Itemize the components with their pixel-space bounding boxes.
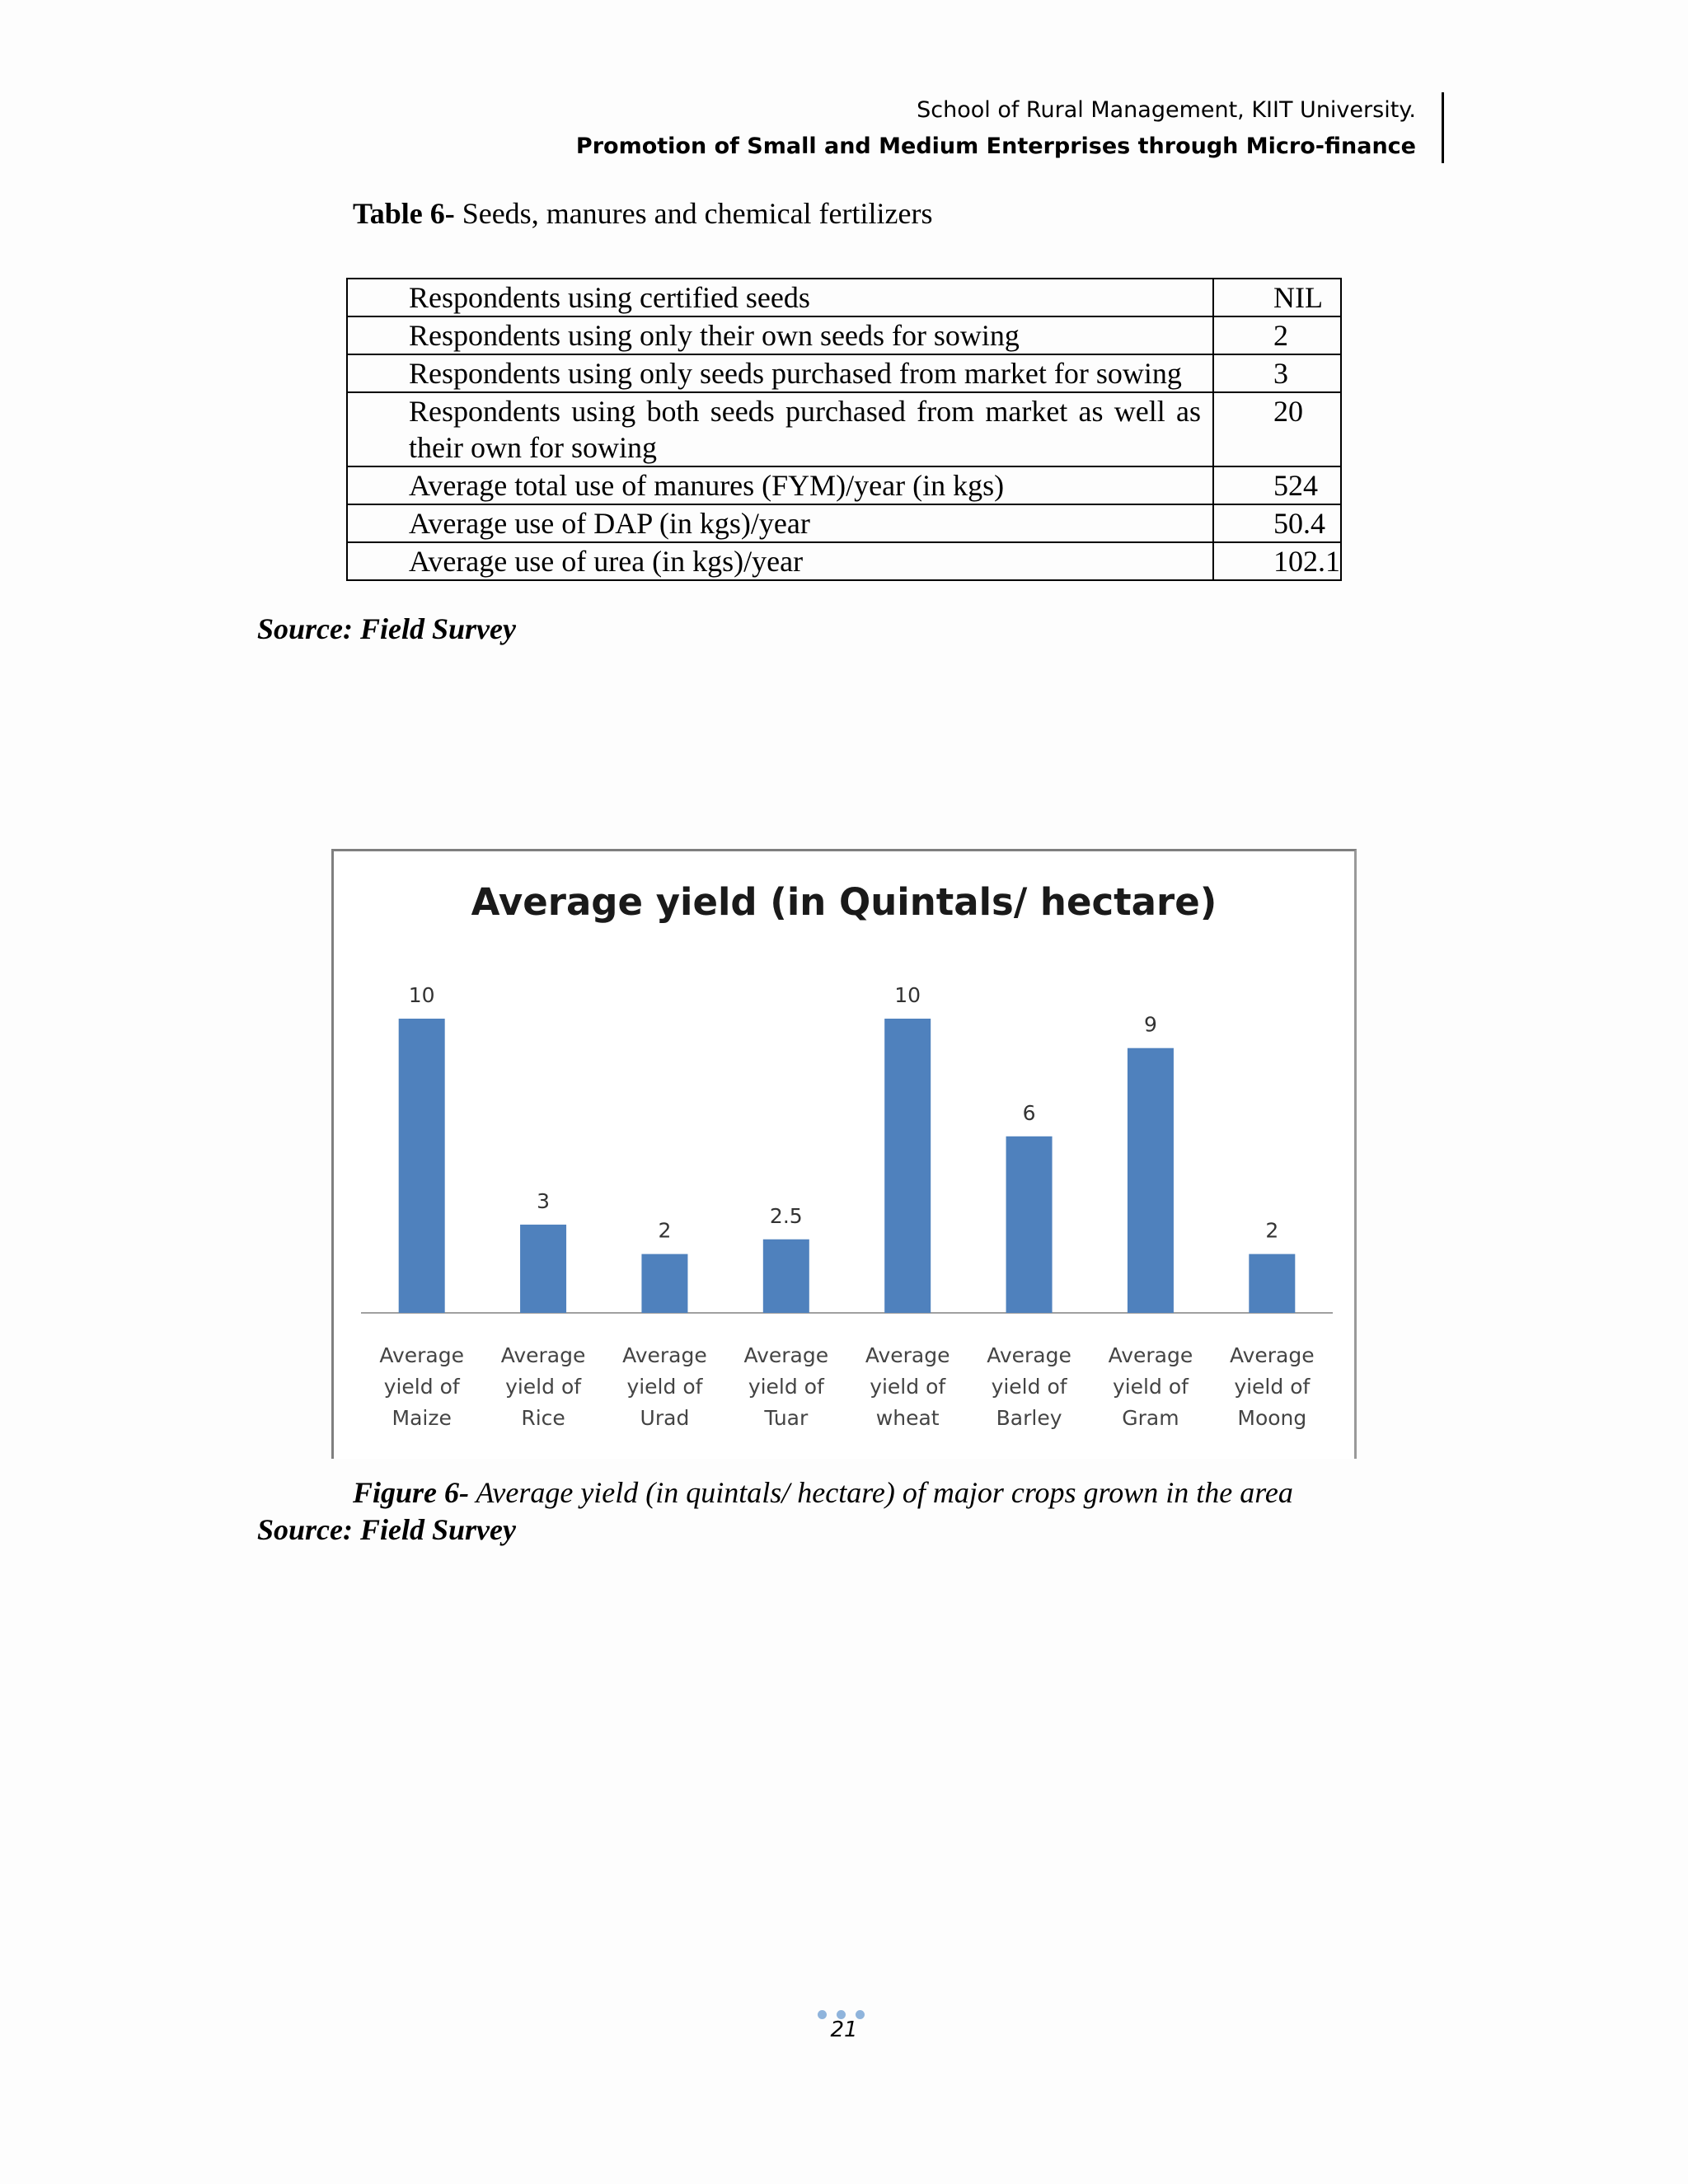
- data-label: 2.5: [769, 1203, 803, 1228]
- data-label: 2: [1265, 1218, 1279, 1243]
- table-row-value: 50.4: [1213, 504, 1341, 542]
- table-row: [347, 392, 1341, 466]
- data-label: 10: [894, 983, 921, 1007]
- category-label: Average: [865, 1343, 950, 1367]
- data-label: 2: [658, 1218, 672, 1243]
- table-row-label: Respondents using certified seeds: [347, 279, 1213, 316]
- table-row-label: Average total use of manures (FYM)/year (in kgs): [347, 466, 1213, 504]
- bar: [399, 1019, 445, 1313]
- header-title: Promotion of Small and Medium Enterprises through Micro-finance: [575, 134, 1416, 159]
- category-label: yield of: [383, 1375, 460, 1399]
- bar: [1128, 1048, 1174, 1313]
- bar: [641, 1254, 687, 1313]
- header-rule: [1442, 92, 1444, 163]
- seeds-fertilizer-table: [346, 278, 1342, 581]
- yield-chart-svg: [334, 851, 1354, 1459]
- category-label: Average: [1229, 1343, 1315, 1367]
- category-label: Barley: [996, 1406, 1062, 1430]
- table-caption: [353, 196, 932, 231]
- table-row-label: Average use of DAP (in kgs)/year: [347, 504, 1213, 542]
- category-label: yield of: [626, 1375, 703, 1399]
- bar: [884, 1019, 931, 1313]
- table-body: [347, 279, 1341, 580]
- data-label: 3: [537, 1188, 551, 1213]
- table-row-value: 524: [1213, 466, 1341, 504]
- table-row-label: Average use of urea (in kgs)/year: [347, 542, 1213, 580]
- table-caption-label: Table 6-: [353, 197, 455, 230]
- category-label: wheat: [875, 1406, 940, 1430]
- category-label: yield of: [505, 1375, 582, 1399]
- table-row: [347, 504, 1341, 542]
- table-row: [347, 354, 1341, 392]
- table-row-value: 2: [1213, 316, 1341, 354]
- data-label: 9: [1143, 1012, 1157, 1037]
- running-header: [576, 92, 1431, 165]
- table-row-value: NIL: [1213, 279, 1341, 316]
- bar: [1249, 1254, 1295, 1313]
- category-label: Average: [743, 1343, 829, 1367]
- bar: [1006, 1137, 1053, 1313]
- table-row-label: Respondents using only their own seeds for sowing: [347, 316, 1213, 354]
- table-row: [347, 466, 1341, 504]
- category-label: Average: [622, 1343, 707, 1367]
- figure-source: Source: Field Survey: [257, 1513, 516, 1546]
- category-label: Maize: [392, 1406, 452, 1430]
- table-row-label: Respondents using both seeds purchased from market as well as their own for sowing: [347, 392, 1213, 466]
- category-label: yield of: [748, 1375, 824, 1399]
- data-label: 10: [408, 983, 435, 1007]
- category-label: Average: [987, 1343, 1071, 1367]
- table-row: [347, 316, 1341, 354]
- table-row: [347, 542, 1341, 580]
- chart-title: Average yield (in Quintals/ hectare): [471, 880, 1217, 924]
- table-row-value: 102.1: [1213, 542, 1341, 580]
- category-label: Urad: [640, 1406, 690, 1430]
- page-number: 21: [830, 2018, 858, 2042]
- category-label: Average: [1108, 1343, 1193, 1367]
- category-label: Average: [379, 1343, 465, 1367]
- table-row-value: 3: [1213, 354, 1341, 392]
- table-source: Source: Field Survey: [257, 612, 516, 645]
- data-label: 6: [1022, 1100, 1036, 1125]
- figure-caption-label: Figure 6-: [353, 1476, 470, 1509]
- category-label: yield of: [991, 1375, 1067, 1399]
- figure-caption-text: Average yield (in quintals/ hectare) of major crops grown in the area: [469, 1476, 1293, 1509]
- category-label: Gram: [1122, 1406, 1179, 1430]
- category-label: Average: [500, 1343, 586, 1367]
- category-label: Moong: [1237, 1406, 1307, 1430]
- table-caption-text: Seeds, manures and chemical fertilizers: [454, 197, 933, 230]
- table-row: [347, 279, 1341, 316]
- category-label: yield of: [1234, 1375, 1311, 1399]
- header-institution: School of Rural Management, KIIT University.: [917, 97, 1416, 123]
- yield-chart: [331, 849, 1357, 1459]
- category-label: Rice: [521, 1406, 565, 1430]
- table-row-value: 20: [1213, 392, 1341, 466]
- category-label: yield of: [870, 1375, 946, 1399]
- bar: [520, 1225, 566, 1313]
- table-row-label: Respondents using only seeds purchased from market for sowing: [347, 354, 1213, 392]
- figure-caption: [353, 1475, 1293, 1510]
- category-label: Tuar: [764, 1406, 809, 1430]
- bar: [763, 1240, 809, 1313]
- category-label: yield of: [1112, 1375, 1189, 1399]
